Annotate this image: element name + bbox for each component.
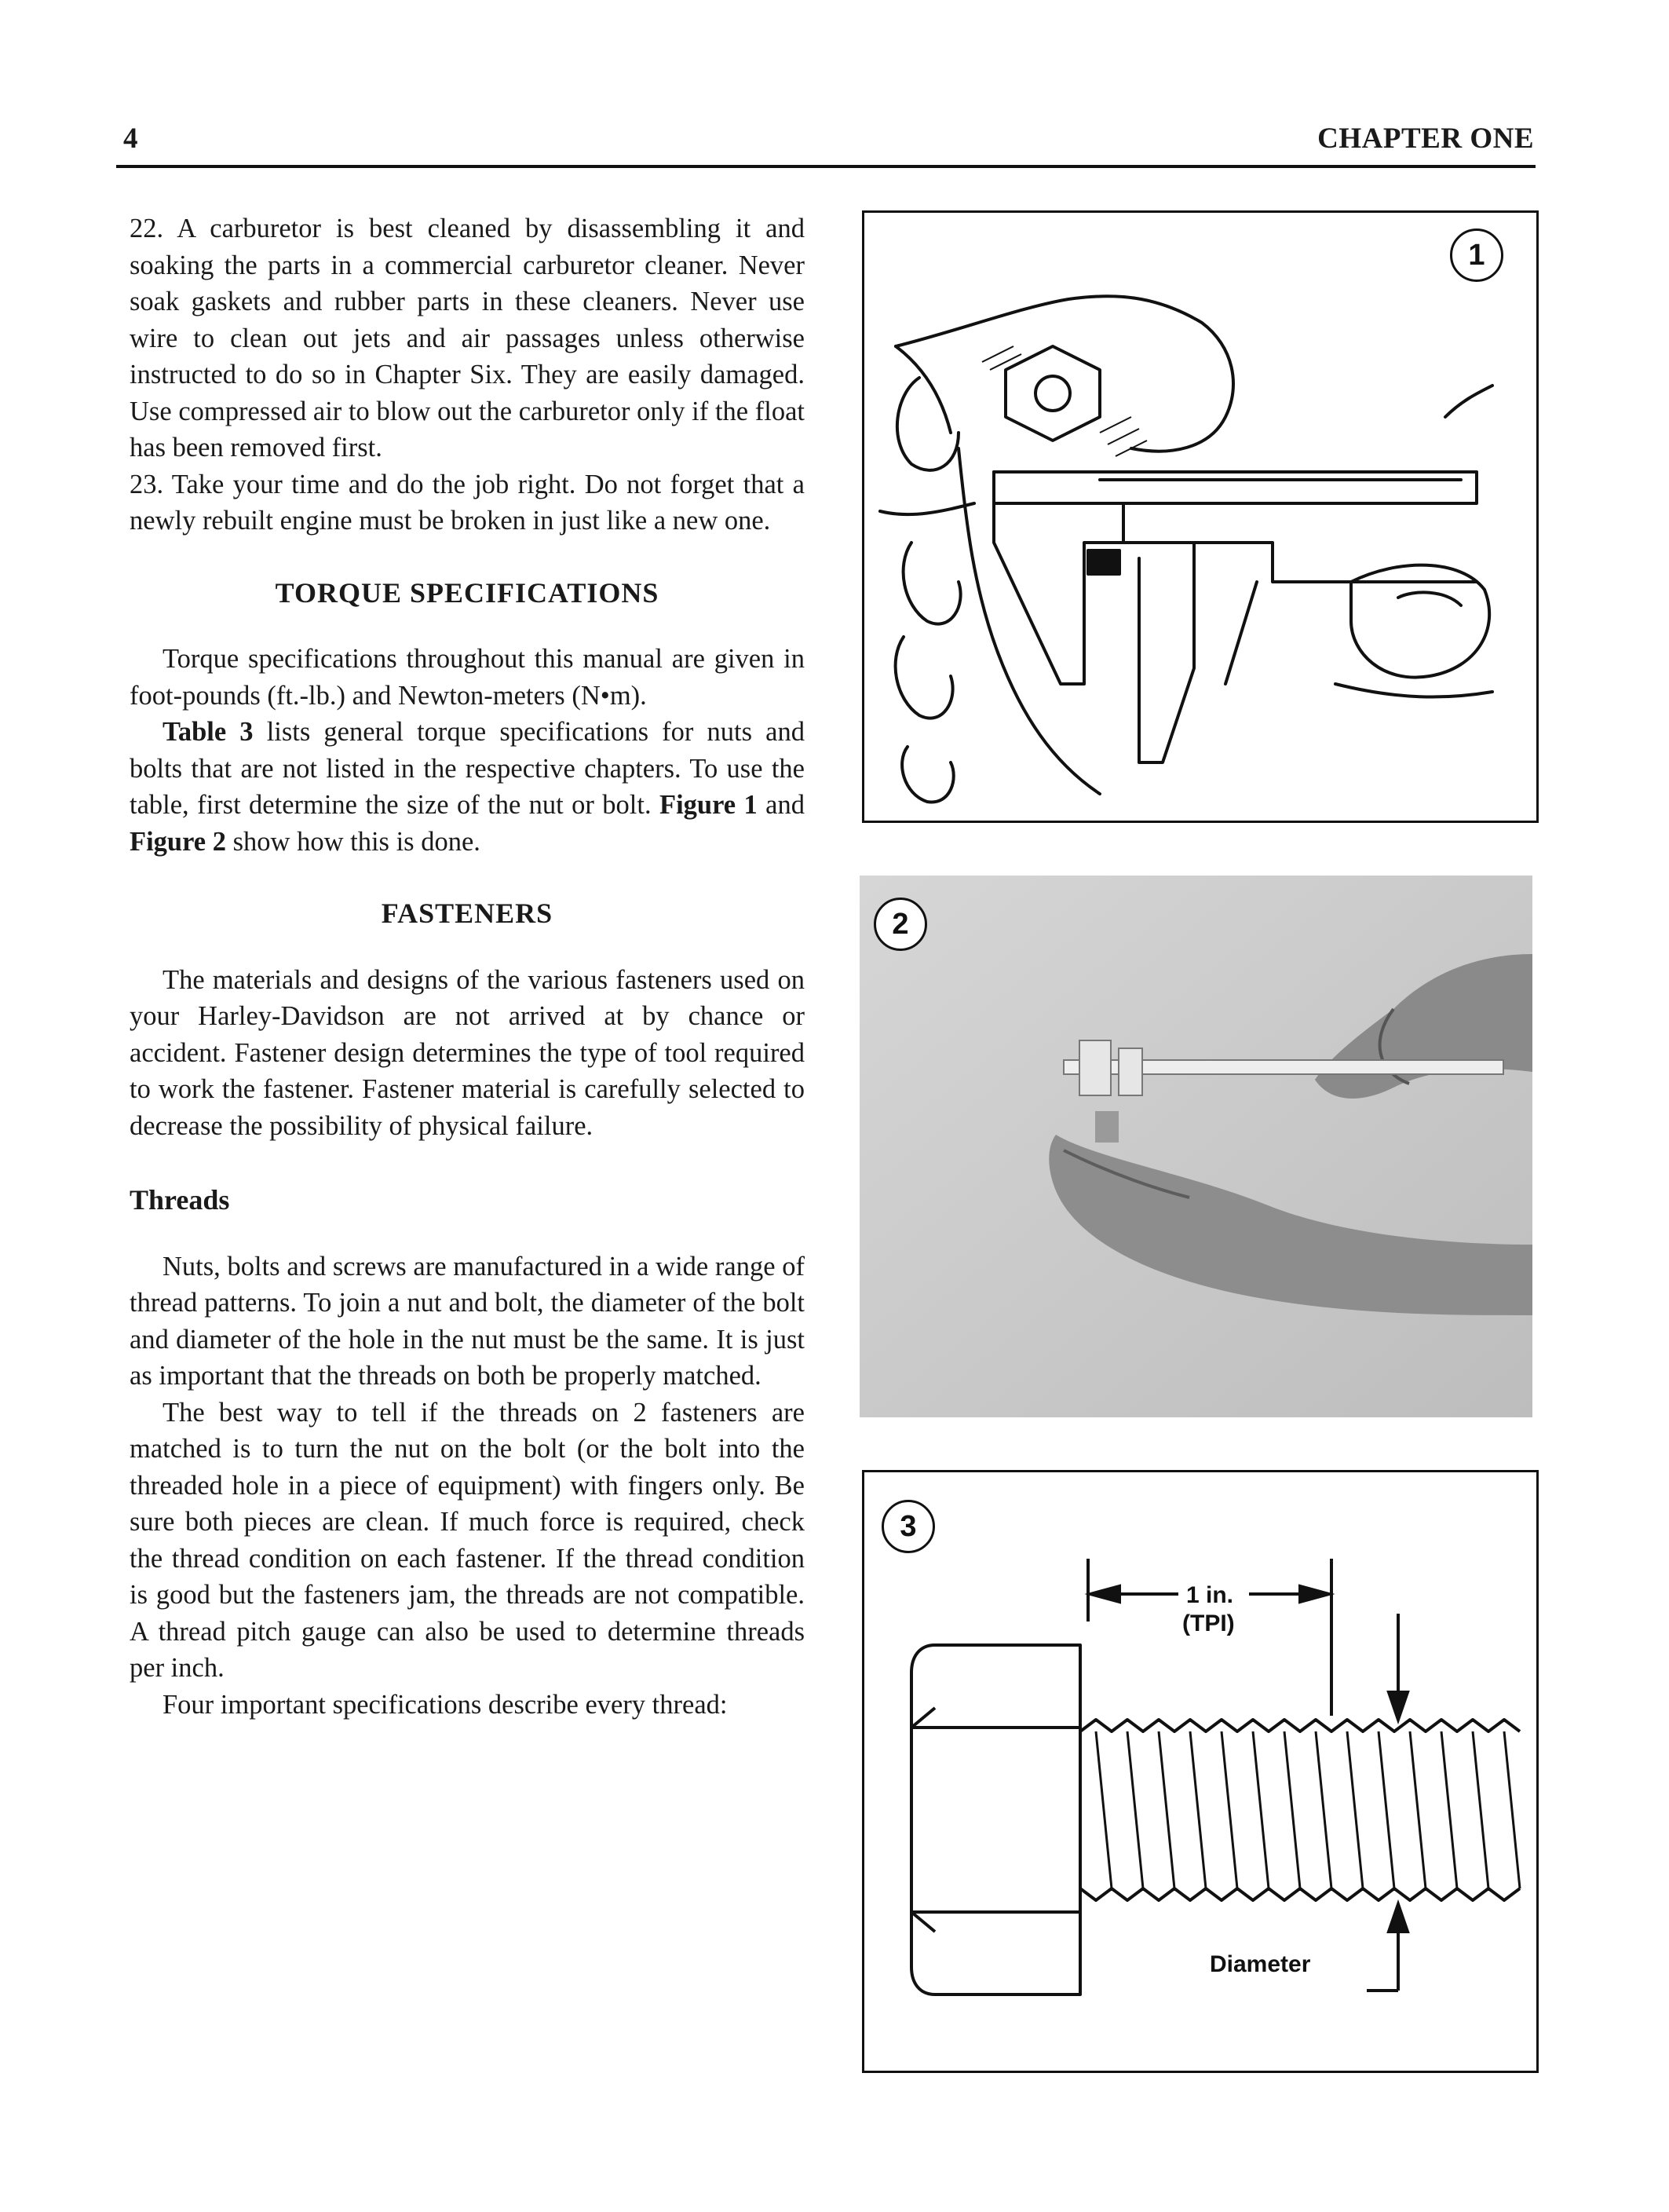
text-column bbox=[130, 210, 805, 1723]
fasteners-paragraph: The materials and designs of the various fasteners used on your Harley-Davidson are not arrived at by chance or accident. Fastener design determines the type of tool required to work the fastener. Fastener material is carefully selected to decrease the possibility of physical failure. bbox=[130, 964, 805, 1141]
thread-length-label: 1 in. bbox=[1186, 1582, 1234, 1608]
table-3-reference: Table 3 bbox=[163, 717, 254, 747]
caliper-bolt-photo bbox=[860, 876, 1532, 1417]
figure-1-reference: Figure 1 bbox=[659, 790, 758, 820]
paragraph-item-22: 22. A carburetor is best cleaned by disassembling it and soaking the parts in a commercial carburetor cleaner. Never soak gaskets and rubber parts in these cleaners. Never use wire to clean out jets and air passages unless otherwise instructed to do so in Chapter Six. They are easily damaged. Use compressed air to blow out the carburetor only if the float has been removed first. bbox=[130, 214, 805, 463]
figure-1-number-badge: 1 bbox=[1450, 229, 1503, 282]
threads-paragraph-3: Four important specifications describe every thread: bbox=[163, 1689, 728, 1720]
threads-heading: Threads bbox=[130, 1184, 230, 1216]
diameter-label: Diameter bbox=[1210, 1951, 1311, 1977]
figure-3-number-badge: 3 bbox=[882, 1500, 935, 1553]
tpi-label: (TPI) bbox=[1182, 1611, 1235, 1636]
paragraph-item-23: 23. Take your time and do the job right. Do not forget that a newly rebuilt engine must be broken in just like a new one. bbox=[130, 469, 805, 536]
torque-paragraph-1: Torque specifications throughout this manual are given in foot-pounds (ft.-lb.) and Newton-meters (N•m). bbox=[130, 644, 805, 711]
fasteners-heading: FASTENERS bbox=[381, 898, 553, 929]
figure-2-number-badge: 2 bbox=[874, 898, 927, 951]
page-number: 4 bbox=[123, 122, 138, 155]
figure-2-reference: Figure 2 bbox=[130, 826, 226, 857]
figure-1 bbox=[862, 210, 1539, 823]
figure-3 bbox=[862, 1470, 1539, 2073]
bolt-thread-diagram bbox=[864, 1472, 1536, 2071]
threads-paragraph-1: Nuts, bolts and screws are manufactured in a wide range of thread patterns. To join a nut and bolt, the diameter of the bolt and diameter of the hole in the nut must be the same. It is just as important that the threads on both be properly matched. bbox=[130, 1251, 805, 1391]
header-rule bbox=[116, 165, 1536, 168]
chapter-title: CHAPTER ONE bbox=[1317, 122, 1534, 155]
caliper-nut-illustration bbox=[864, 213, 1536, 821]
figure-2 bbox=[860, 876, 1532, 1417]
torque-paragraph-2: Table 3 lists general torque specifications for nuts and bolts that are not listed in the respective chapters. To use the table, first determine the size of the nut or bolt. Figure 1 and Figure 2 show how this is done. bbox=[130, 717, 805, 857]
torque-specifications-heading: TORQUE SPECIFICATIONS bbox=[275, 576, 659, 609]
threads-paragraph-2: The best way to tell if the threads on 2 fasteners are matched is to turn the nut on the bolt (or the bolt into the threaded hole in a piece of equipment) with fingers only. Be sure both pieces are clean. If much force is required, check the thread condition on each fastener. If the thread condition is good but the fasteners jam, the threads are not compatible. A thread pitch gauge can also be used to determine threads per inch. bbox=[130, 1397, 805, 1683]
